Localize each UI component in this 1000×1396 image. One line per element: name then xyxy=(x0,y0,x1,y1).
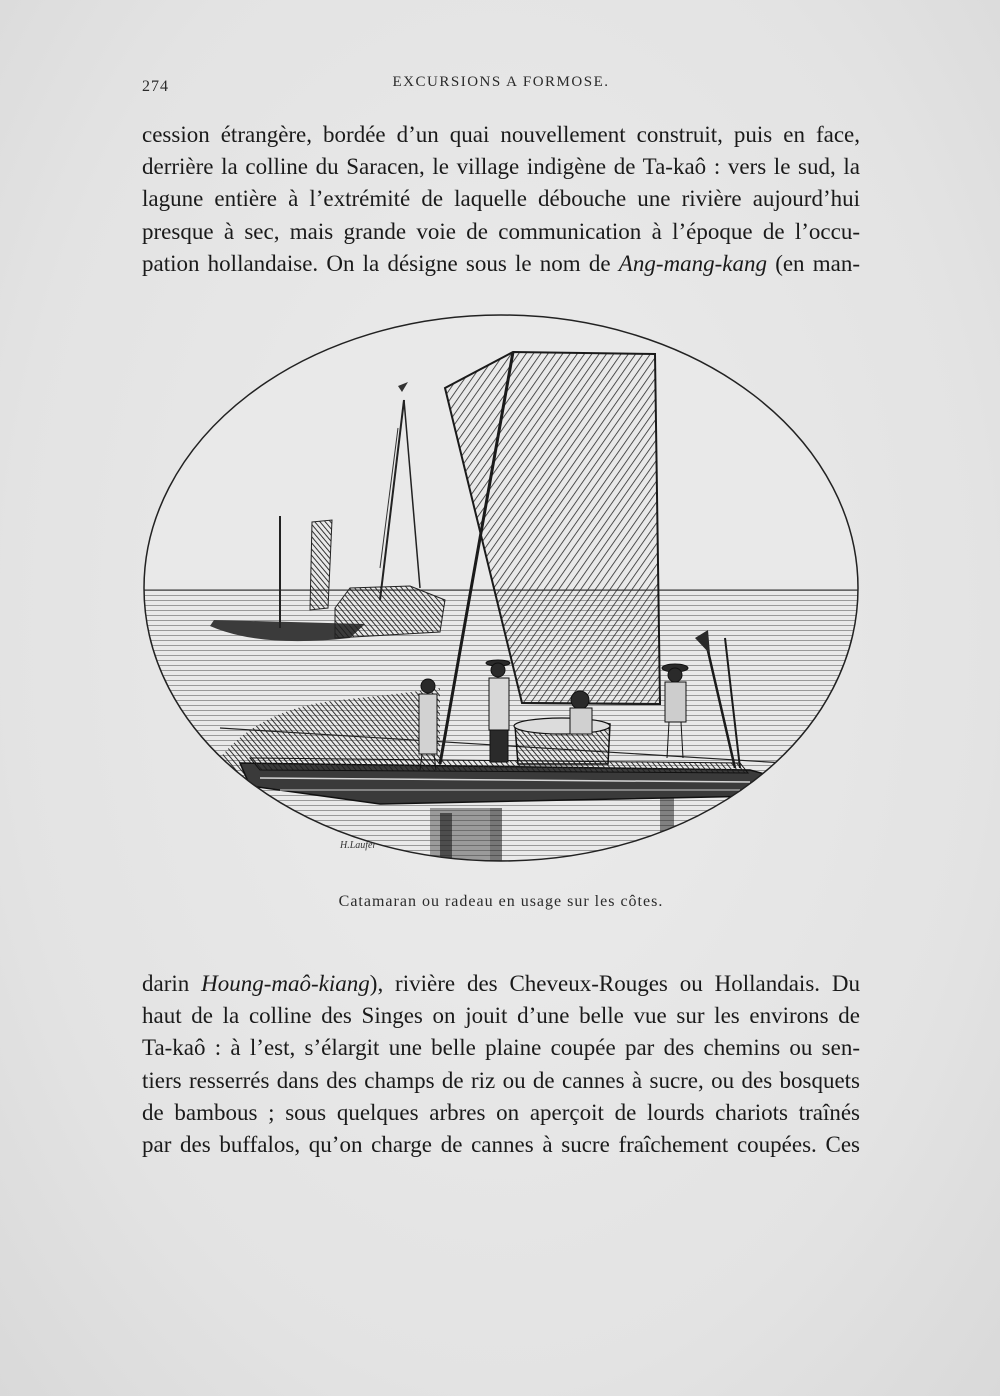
running-title: EXCURSIONS A FORMOSE. xyxy=(392,74,610,90)
text-line: presque à sec, mais grande voie de communication à l’époque de l’occu- xyxy=(142,218,860,244)
italic-place-name: Houng-maô-kiang xyxy=(201,971,370,996)
text-line: cession étrangère, bordée d’un quai nouvellement construit, puis en face, xyxy=(142,122,860,147)
text-line: Ta-kaô : à l’est, s’élargit une belle plaine coupée par des chemins ou sen- xyxy=(142,1035,860,1061)
italic-place-name: Ang-mang-kang xyxy=(618,250,767,276)
engraver-signature: H.Laufer xyxy=(340,840,377,851)
text-fragment: (en man- xyxy=(775,250,861,276)
page-number: 274 xyxy=(142,78,169,95)
text-line: haut de la colline des Singes on jouit d’une belle vue sur les environs de xyxy=(142,1003,860,1029)
text-line xyxy=(142,248,860,280)
text-line: de bambous ; sous quelques arbres on aperçoit de lourds chariots traînés xyxy=(142,1099,860,1125)
catamaran-engraving xyxy=(140,308,862,868)
text-line: derrière la colline du Saracen, le village indigène de Ta-kaô : vers le sud, la xyxy=(142,154,860,180)
running-head xyxy=(142,74,860,98)
text-fragment: pation hollandaise. On la désigne sous le nom de xyxy=(142,250,611,276)
text-line xyxy=(142,968,860,1000)
figure-caption: Catamaran ou radeau en usage sur les côtes. xyxy=(338,893,664,910)
text-line: tiers resserrés dans des champs de riz ou de cannes à sucre, ou des bosquets xyxy=(142,1067,860,1093)
engraving-figure xyxy=(140,308,862,868)
text-fragment: darin xyxy=(142,971,190,996)
text-fragment: ), rivière des Cheveux-Rouges ou Hollandais. Du xyxy=(369,971,860,996)
text-line: lagune entière à l’extrémité de laquelle débouche une rivière aujourd’hui xyxy=(142,186,860,212)
body-text-bottom xyxy=(142,968,860,1161)
text-line: par des buffalos, qu’on charge de cannes à sucre fraîchement coupées. Ces xyxy=(142,1132,860,1158)
body-text-top xyxy=(142,119,860,280)
